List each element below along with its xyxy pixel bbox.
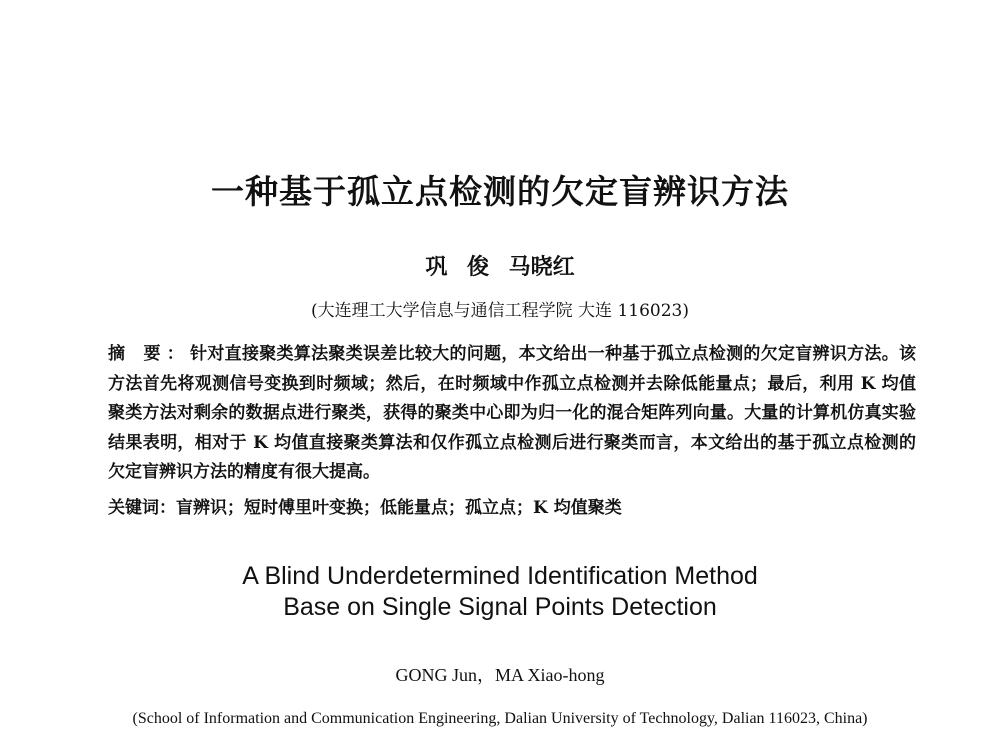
english-title bbox=[0, 561, 1000, 623]
english-title-line-1: A Blind Underdetermined Identification Method bbox=[242, 562, 758, 590]
abstract-text: 针对直接聚类算法聚类误差比较大的问题，本文给出一种基于孤立点检测的欠定盲辨识方法。该方法首先将观测信号变换到时频域；然后，在时频域中作孤立点检测并去除低能量点；最后，利用 K 均值聚类方法对剩余的数据点进行聚类，获得的聚类中心即为归一化的混合矩阵列向量。大量的计算机仿真实验结果表明，相对于 K 均值直接聚类算法和仅作孤立点检测后进行聚类而言，本文给出的基于孤立点检测的欠定盲辨识方法的精度有很大提高。 bbox=[108, 344, 917, 482]
keywords-label: 关键词： bbox=[108, 498, 176, 518]
abstract-label: 摘 要： bbox=[108, 344, 191, 364]
english-affiliation: (School of Information and Communication Engineering, Dalian University of Technology, Dalian 116023, China) bbox=[132, 710, 868, 727]
english-authors: GONG Jun，MA Xiao-hong bbox=[395, 665, 605, 685]
chinese-authors: 巩 俊 马晓红 bbox=[425, 254, 575, 280]
english-title-line-2: Base on Single Signal Points Detection bbox=[283, 593, 717, 621]
chinese-keywords bbox=[108, 493, 916, 518]
keywords-text: 盲辨识；短时傅里叶变换；低能量点；孤立点；K 均值聚类 bbox=[176, 498, 622, 518]
chinese-affiliation: (大连理工大学信息与通信工程学院 大连 116023) bbox=[311, 301, 689, 321]
chinese-abstract bbox=[108, 340, 916, 488]
chinese-title: 一种基于孤立点检测的欠定盲辨识方法 bbox=[211, 172, 789, 211]
